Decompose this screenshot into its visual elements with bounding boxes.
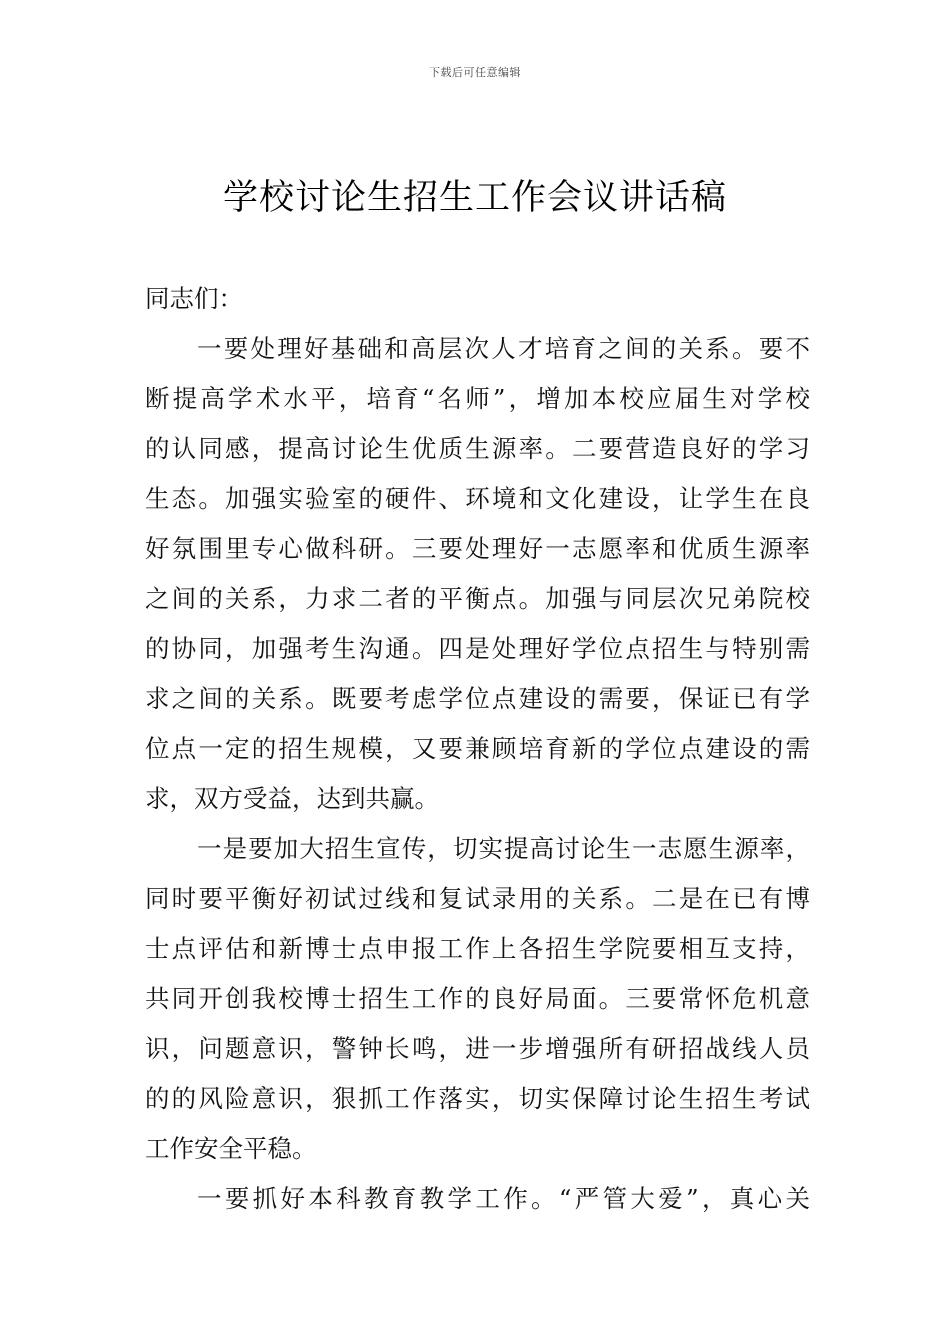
- paragraph-line: 共同开创我校博士招生工作的良好局面。三要常怀危机意: [145, 984, 810, 1013]
- paragraph-line: 的的风险意识，狠抓工作落实，切实保障讨论生招生考试: [145, 1084, 810, 1113]
- paragraph-line: 士点评估和新博士点申报工作上各招生学院要相互支持，: [145, 934, 810, 963]
- document-body: [145, 274, 810, 1224]
- paragraph-line: 断提高学术水平，培育“名师”，增加本校应届生对学校: [145, 384, 810, 413]
- document-title: 学校讨论生招生工作会议讲话稿: [222, 178, 727, 218]
- paragraph-line: 好氛围里专心做科研。三要处理好一志愿率和优质生源率: [145, 534, 810, 563]
- paragraph-line: 工作安全平稳。: [145, 1134, 317, 1163]
- paragraph-line: 识，问题意识，警钟长鸣，进一步增强所有研招战线人员: [145, 1034, 810, 1063]
- header-note: 下载后可任意编辑: [429, 66, 521, 79]
- salutation: 同志们：: [145, 284, 243, 313]
- paragraph-line: 的认同感，提高讨论生优质生源率。二要营造良好的学习: [145, 434, 810, 463]
- paragraph-line: 的协同，加强考生沟通。四是处理好学位点招生与特别需: [145, 634, 810, 663]
- paragraph-line: 同时要平衡好初试过线和复试录用的关系。二是在已有博: [145, 884, 810, 913]
- paragraph-line: 求之间的关系。既要考虑学位点建设的需要，保证已有学: [145, 684, 810, 713]
- paragraph-line: 位点一定的招生规模，又要兼顾培育新的学位点建设的需: [145, 734, 810, 763]
- paragraph-line: 一要处理好基础和高层次人才培育之间的关系。要不: [197, 334, 810, 363]
- paragraph-line: 一是要加大招生宣传，切实提高讨论生一志愿生源率，: [197, 834, 810, 863]
- paragraph-line: 一要抓好本科教育教学工作。“严管大爱”，真心关: [197, 1184, 810, 1213]
- paragraph-line: 之间的关系，力求二者的平衡点。加强与同层次兄弟院校: [145, 584, 810, 613]
- paragraph-line: 求，双方受益，达到共赢。: [145, 784, 439, 813]
- paragraph-line: 生态。加强实验室的硬件、环境和文化建设，让学生在良: [145, 484, 810, 513]
